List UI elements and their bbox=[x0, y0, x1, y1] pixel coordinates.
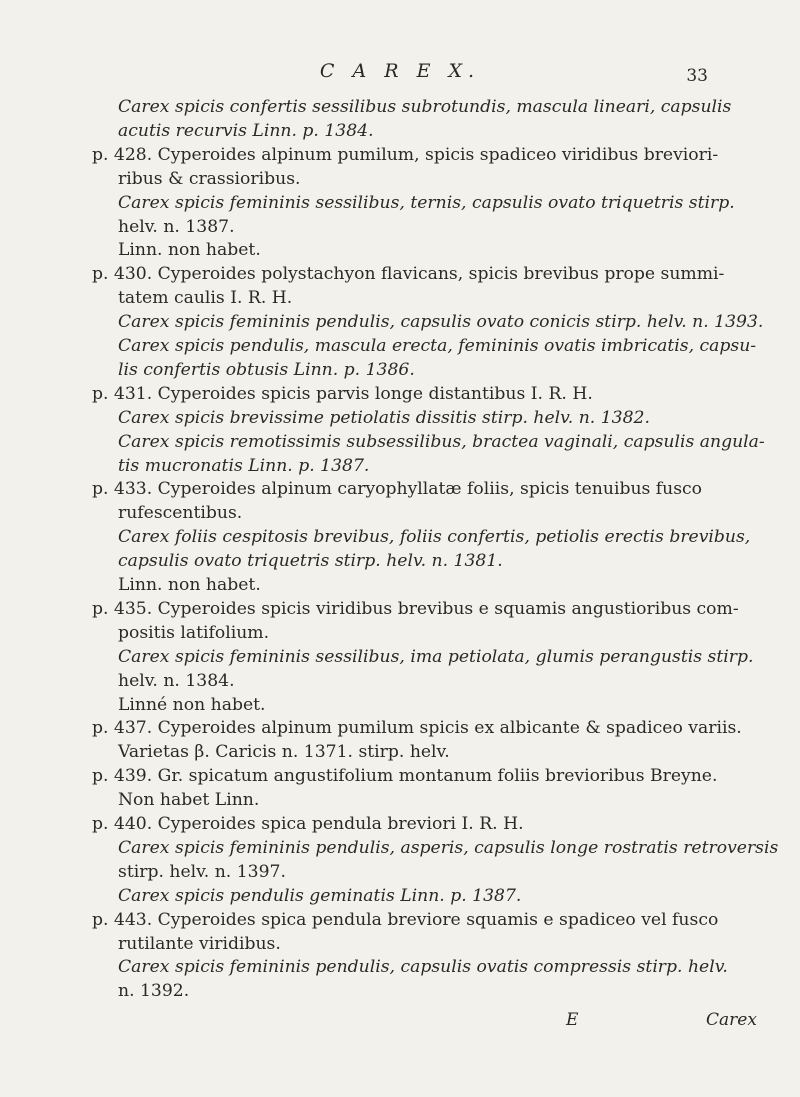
text-line: Linn. non habet. bbox=[118, 575, 261, 595]
text-line: Carex spicis femininis pendulis, asperis, capsulis longe rostratis retroversis bbox=[118, 837, 779, 858]
text-line: ribus & crassioribus. bbox=[118, 168, 301, 189]
text-line: Non habet Linn. bbox=[118, 790, 260, 811]
text-line: lis confertis obtusis Linn. p. 1386. bbox=[118, 359, 415, 380]
text-line: p. 443. Cyperoides spica pendula breviore squamis e spadiceo vel fusco bbox=[92, 909, 719, 930]
text-line: Carex foliis cespitosis brevibus, foliis confertis, petiolis erectis brevibus, bbox=[118, 527, 751, 548]
text-line: p. 439. Gr. spicatum angustifolium montanum foliis brevioribus Breyne. bbox=[92, 766, 718, 787]
page-number: 33 bbox=[686, 66, 708, 86]
text-line: p. 437. Cyperoides alpinum pumilum spicis ex albicante & spadiceo variis. bbox=[92, 718, 742, 739]
text-line: Linné non habet. bbox=[118, 694, 266, 715]
running-head: C A R E X. bbox=[319, 60, 481, 82]
text-line: Linn. non habet. bbox=[118, 240, 261, 261]
text-line: n. 1392. bbox=[118, 981, 190, 1002]
text-line: Varietas β. Caricis n. 1371. stirp. helv. bbox=[118, 742, 450, 763]
text-line: Carex spicis brevissime petiolatis dissitis stirp. helv. n. 1382. bbox=[118, 407, 650, 428]
text-line: tis mucronatis Linn. p. 1387. bbox=[118, 455, 370, 476]
text-line: p. 435. Cyperoides spicis viridibus brevibus e squamis angustioribus com- bbox=[92, 598, 739, 619]
text-line: capsulis ovato triquetris stirp. helv. n. 1381. bbox=[118, 551, 503, 572]
text-line: p. 431. Cyperoides spicis parvis longe distantibus I. R. H. bbox=[92, 383, 593, 404]
text-line: Carex spicis femininis sessilibus, ima petiolata, glumis perangustis stirp. bbox=[118, 646, 754, 667]
text-line: helv. n. 1387. bbox=[118, 216, 235, 237]
text-line: helv. n. 1384. bbox=[118, 670, 235, 691]
text-line: acutis recurvis Linn. p. 1384. bbox=[118, 120, 374, 141]
text-line: Carex spicis femininis pendulis, capsulis ovato conicis stirp. helv. n. 1393. bbox=[118, 312, 764, 333]
text-line: Carex spicis confertis sessilibus subrotundis, mascula lineari, capsulis bbox=[118, 97, 732, 117]
text-line: rutilante viridibus. bbox=[118, 933, 281, 954]
text-line: p. 440. Cyperoides spica pendula breviori I. R. H. bbox=[92, 814, 524, 834]
text-line: stirp. helv. n. 1397. bbox=[118, 861, 286, 882]
text-line: Carex spicis femininis pendulis, capsulis ovatis compressis stirp. helv. bbox=[118, 957, 728, 978]
text-line: p. 433. Cyperoides alpinum caryophyllatæ foliis, spicis tenuibus fusco bbox=[92, 479, 703, 500]
text-line: Carex spicis pendulis, mascula erecta, femininis ovatis imbricatis, capsu- bbox=[118, 336, 757, 356]
text-line: rufescentibus. bbox=[118, 503, 243, 524]
text-line: tatem caulis I. R. H. bbox=[118, 288, 293, 309]
text-line: positis latifolium. bbox=[118, 622, 270, 643]
text-line: p. 428. Cyperoides alpinum pumilum, spicis spadiceo viridibus breviori- bbox=[92, 144, 719, 165]
catchword: Carex bbox=[706, 1010, 757, 1030]
text-line: Carex spicis pendulis geminatis Linn. p. 1387. bbox=[118, 885, 522, 906]
signature-mark: E bbox=[566, 1010, 579, 1030]
text-line: Carex spicis femininis sessilibus, ternis, capsulis ovato triquetris stirp. bbox=[118, 192, 735, 213]
text-line: Carex spicis remotissimis subsessilibus, bractea vaginali, capsulis angula- bbox=[118, 431, 765, 452]
text-line: p. 430. Cyperoides polystachyon flavicans, spicis brevibus prope summi- bbox=[92, 264, 725, 285]
